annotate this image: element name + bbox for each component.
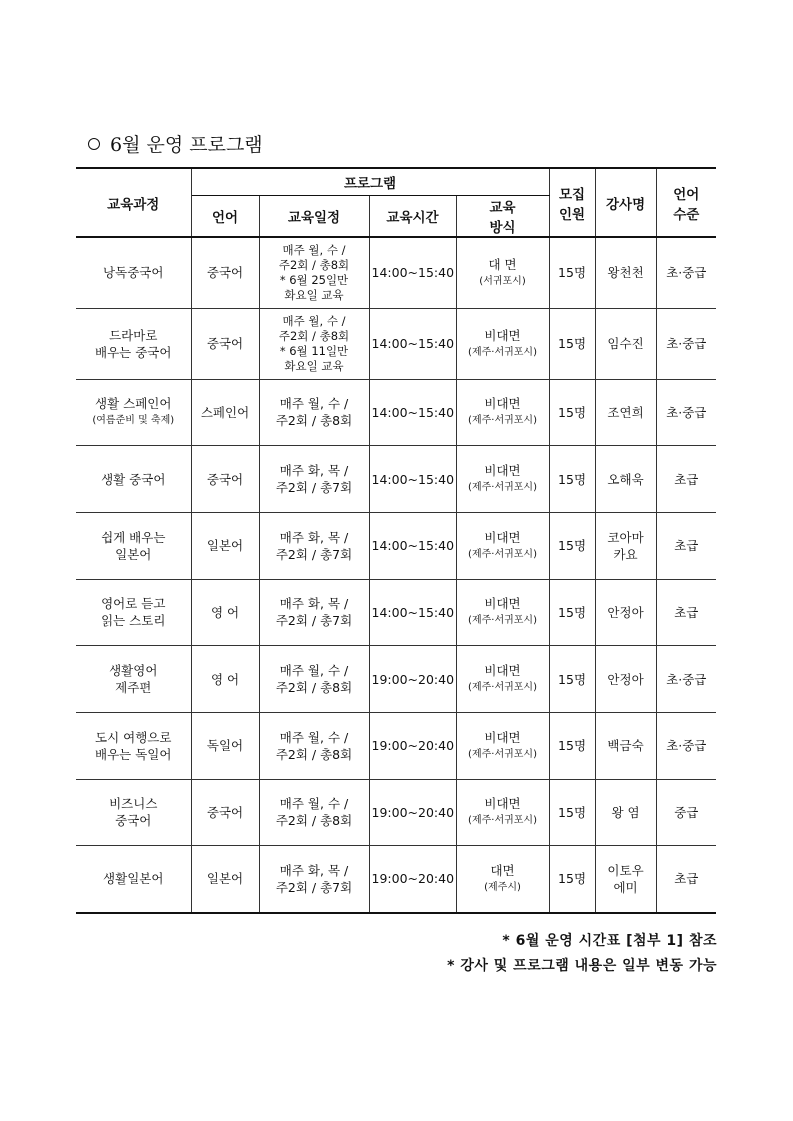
capacity-value: 15명 xyxy=(558,265,587,281)
cell-course xyxy=(76,579,191,646)
method-value: 대면 xyxy=(490,862,515,878)
language-value: 영 어 xyxy=(210,604,240,620)
cell-course xyxy=(76,512,191,579)
cell-schedule xyxy=(259,779,369,846)
instructor-line: 조연희 xyxy=(607,404,644,420)
cell-language xyxy=(191,512,259,579)
instructor-line: 에미 xyxy=(613,879,638,895)
instructor-line: 카요 xyxy=(613,546,638,562)
method-note: (제주·서귀포시) xyxy=(468,415,537,427)
method-value: 비대면 xyxy=(484,796,521,812)
schedule-line: 주2회 / 총8회 xyxy=(275,746,353,762)
header-schedule: 교육일정 xyxy=(259,196,369,238)
course-line: 생활 스페인어 xyxy=(95,396,172,412)
cell-capacity xyxy=(549,512,595,579)
cell-time xyxy=(369,846,456,913)
header-method-line2: 방식 xyxy=(489,220,516,236)
language-value: 중국어 xyxy=(206,265,244,281)
header-method-line1: 교육 xyxy=(489,200,516,216)
language-value: 스페인어 xyxy=(200,404,250,420)
cell-method xyxy=(456,308,549,379)
table-row xyxy=(76,846,716,913)
cell-course xyxy=(76,308,191,379)
schedule-line: 화요일 교육 xyxy=(284,358,344,373)
cell-instructor xyxy=(595,512,656,579)
cell-method xyxy=(456,779,549,846)
cell-capacity xyxy=(549,779,595,846)
level-value: 초·중급 xyxy=(666,738,707,754)
table-row xyxy=(76,779,716,846)
schedule-line: 매주 화, 목 / xyxy=(279,529,349,545)
footnote-change: * 강사 및 프로그램 내용은 일부 변동 가능 xyxy=(447,958,717,974)
header-capacity xyxy=(549,168,595,237)
cell-capacity xyxy=(549,379,595,446)
level-value: 초·중급 xyxy=(666,671,707,687)
cell-method xyxy=(456,379,549,446)
cell-level xyxy=(656,712,716,779)
cell-time xyxy=(369,579,456,646)
schedule-line: 주2회 / 총7회 xyxy=(275,480,353,496)
time-value: 14:00~15:40 xyxy=(371,265,455,281)
instructor-line: 안정아 xyxy=(607,671,644,687)
method-note: (제주·서귀포시) xyxy=(468,815,537,827)
cell-schedule xyxy=(259,712,369,779)
language-value: 중국어 xyxy=(206,471,244,487)
capacity-value: 15명 xyxy=(558,538,587,554)
instructor-line: 왕천천 xyxy=(607,265,644,281)
cell-time xyxy=(369,379,456,446)
language-value: 중국어 xyxy=(206,804,244,820)
method-note: (제주·서귀포시) xyxy=(468,682,537,694)
section-heading xyxy=(88,130,263,157)
cell-instructor xyxy=(595,846,656,913)
cell-capacity xyxy=(549,712,595,779)
schedule-line: 주2회 / 총8회 xyxy=(275,680,353,696)
cell-course xyxy=(76,446,191,513)
level-value: 초급 xyxy=(674,604,699,620)
cell-language xyxy=(191,579,259,646)
level-value: 초급 xyxy=(674,871,699,887)
cell-instructor xyxy=(595,779,656,846)
course-line: 배우는 독일어 xyxy=(95,746,172,762)
cell-course xyxy=(76,646,191,713)
cell-capacity xyxy=(549,579,595,646)
method-note: (제주·서귀포시) xyxy=(468,615,537,627)
level-value: 초·중급 xyxy=(666,404,707,420)
level-value: 초급 xyxy=(674,538,699,554)
section-title: 6월 운영 프로그램 xyxy=(110,134,263,156)
cell-schedule xyxy=(259,379,369,446)
capacity-value: 15명 xyxy=(558,804,587,820)
instructor-line: 안정아 xyxy=(607,604,644,620)
cell-time xyxy=(369,446,456,513)
method-note: (제주·서귀포시) xyxy=(468,346,537,358)
cell-level xyxy=(656,846,716,913)
cell-capacity xyxy=(549,446,595,513)
cell-language xyxy=(191,446,259,513)
capacity-value: 15명 xyxy=(558,871,587,887)
method-value: 비대면 xyxy=(484,663,521,679)
time-value: 14:00~15:40 xyxy=(371,404,455,420)
header-program: 프로그램 xyxy=(191,168,549,196)
schedule-line: 매주 월, 수 / xyxy=(279,396,349,412)
schedule-line: 주2회 / 총8회 xyxy=(278,257,350,272)
method-value: 비대면 xyxy=(484,529,521,545)
method-note: (제주·서귀포시) xyxy=(468,482,537,494)
schedule-line: 매주 화, 목 / xyxy=(279,596,349,612)
cell-time xyxy=(369,779,456,846)
cell-schedule xyxy=(259,846,369,913)
level-value: 초·중급 xyxy=(666,265,707,281)
header-capacity-line1: 모집 xyxy=(559,186,586,203)
method-value: 비대면 xyxy=(484,596,521,612)
table-row xyxy=(76,512,716,579)
language-value: 독일어 xyxy=(206,738,244,754)
cell-level xyxy=(656,237,716,308)
time-value: 19:00~20:40 xyxy=(371,738,455,754)
method-value: 비대면 xyxy=(484,327,521,343)
course-line: 중국어 xyxy=(115,813,152,829)
cell-method xyxy=(456,846,549,913)
bullet-circle-icon xyxy=(88,138,100,150)
instructor-line: 백금숙 xyxy=(607,738,644,754)
course-line: 일본어 xyxy=(115,546,152,562)
cell-language xyxy=(191,779,259,846)
course-line: 생활일본어 xyxy=(103,871,164,887)
schedule-line: 주2회 / 총7회 xyxy=(275,613,353,629)
table-row xyxy=(76,646,716,713)
table-row xyxy=(76,308,716,379)
schedule-line: 주2회 / 총8회 xyxy=(275,413,353,429)
method-value: 비대면 xyxy=(484,463,521,479)
capacity-value: 15명 xyxy=(558,738,587,754)
method-note: (제주·서귀포시) xyxy=(468,748,537,760)
cell-schedule xyxy=(259,237,369,308)
header-instructor: 강사명 xyxy=(595,168,656,237)
course-line: 배우는 중국어 xyxy=(95,344,172,360)
cell-capacity xyxy=(549,237,595,308)
capacity-value: 15명 xyxy=(558,471,587,487)
program-table xyxy=(76,167,716,914)
cell-schedule xyxy=(259,308,369,379)
cell-time xyxy=(369,237,456,308)
cell-method xyxy=(456,446,549,513)
schedule-line: 화요일 교육 xyxy=(284,287,344,302)
cell-method xyxy=(456,646,549,713)
table-row xyxy=(76,712,716,779)
table-row xyxy=(76,237,716,308)
course-line: 도시 여행으로 xyxy=(95,729,172,745)
level-value: 중급 xyxy=(674,804,699,820)
cell-method xyxy=(456,712,549,779)
language-value: 일본어 xyxy=(206,871,244,887)
level-value: 초급 xyxy=(674,471,699,487)
schedule-line: 매주 월, 수 / xyxy=(282,313,346,328)
course-line: 영어로 듣고 xyxy=(101,596,166,612)
capacity-value: 15명 xyxy=(558,671,587,687)
cell-schedule xyxy=(259,446,369,513)
cell-course xyxy=(76,779,191,846)
cell-level xyxy=(656,379,716,446)
level-value: 초·중급 xyxy=(666,336,707,351)
capacity-value: 15명 xyxy=(558,336,587,351)
cell-level xyxy=(656,512,716,579)
cell-language xyxy=(191,712,259,779)
header-capacity-line2: 인원 xyxy=(559,206,586,223)
schedule-line: * 6월 25일만 xyxy=(279,272,349,287)
cell-schedule xyxy=(259,646,369,713)
header-level-line2: 수준 xyxy=(673,206,700,223)
cell-course xyxy=(76,379,191,446)
schedule-line: 주2회 / 총7회 xyxy=(275,879,353,895)
cell-capacity xyxy=(549,846,595,913)
course-line: 낭독중국어 xyxy=(103,265,164,281)
schedule-line: 주2회 / 총8회 xyxy=(275,813,353,829)
capacity-value: 15명 xyxy=(558,604,587,620)
header-level xyxy=(656,168,716,237)
footnote-schedule: * 6월 운영 시간표 [첨부 1] 참조 xyxy=(502,933,717,949)
cell-instructor xyxy=(595,446,656,513)
language-value: 중국어 xyxy=(206,336,244,351)
cell-time xyxy=(369,308,456,379)
header-language: 언어 xyxy=(191,196,259,238)
course-line: 생활 중국어 xyxy=(101,471,166,487)
cell-instructor xyxy=(595,712,656,779)
header-course: 교육과정 xyxy=(76,168,191,237)
cell-capacity xyxy=(549,646,595,713)
schedule-line: 매주 월, 수 / xyxy=(279,796,349,812)
schedule-line: 매주 화, 목 / xyxy=(279,463,349,479)
schedule-line: 매주 화, 목 / xyxy=(279,862,349,878)
schedule-line: 매주 월, 수 / xyxy=(279,729,349,745)
cell-instructor xyxy=(595,308,656,379)
table-row xyxy=(76,579,716,646)
schedule-line: 주2회 / 총8회 xyxy=(278,328,350,343)
schedule-line: 매주 월, 수 / xyxy=(279,663,349,679)
time-value: 19:00~20:40 xyxy=(371,671,455,687)
time-value: 14:00~15:40 xyxy=(371,538,455,554)
schedule-line: 주2회 / 총7회 xyxy=(275,546,353,562)
method-note: (제주시) xyxy=(484,881,521,893)
time-value: 19:00~20:40 xyxy=(371,871,455,887)
method-value: 비대면 xyxy=(484,729,521,745)
cell-language xyxy=(191,237,259,308)
cell-language xyxy=(191,308,259,379)
cell-course xyxy=(76,712,191,779)
cell-time xyxy=(369,646,456,713)
course-line: 드라마로 xyxy=(109,327,158,343)
cell-level xyxy=(656,308,716,379)
cell-time xyxy=(369,512,456,579)
cell-instructor xyxy=(595,237,656,308)
cell-level xyxy=(656,779,716,846)
cell-instructor xyxy=(595,379,656,446)
instructor-line: 임수진 xyxy=(607,336,644,351)
cell-schedule xyxy=(259,512,369,579)
cell-language xyxy=(191,646,259,713)
cell-language xyxy=(191,379,259,446)
method-value: 대 면 xyxy=(488,256,517,272)
language-value: 일본어 xyxy=(206,538,244,554)
course-line: 쉽게 배우는 xyxy=(101,529,166,545)
instructor-line: 왕 염 xyxy=(611,804,640,820)
cell-method xyxy=(456,512,549,579)
course-note: (여름준비 및 축제) xyxy=(92,415,175,427)
cell-instructor xyxy=(595,646,656,713)
cell-capacity xyxy=(549,308,595,379)
method-note: (제주·서귀포시) xyxy=(468,548,537,560)
cell-level xyxy=(656,646,716,713)
method-note: (서귀포시) xyxy=(479,275,526,287)
footnotes xyxy=(447,929,717,979)
instructor-line: 오해욱 xyxy=(607,471,644,487)
table-row xyxy=(76,446,716,513)
cell-level xyxy=(656,446,716,513)
header-level-line1: 언어 xyxy=(673,186,700,203)
time-value: 14:00~15:40 xyxy=(371,336,455,351)
course-line: 읽는 스토리 xyxy=(101,613,166,629)
instructor-line: 이토우 xyxy=(607,862,644,878)
language-value: 영 어 xyxy=(210,671,240,687)
cell-method xyxy=(456,579,549,646)
cell-language xyxy=(191,846,259,913)
time-value: 14:00~15:40 xyxy=(371,471,455,487)
course-line: 제주편 xyxy=(115,680,152,696)
cell-level xyxy=(656,579,716,646)
time-value: 14:00~15:40 xyxy=(371,604,455,620)
course-line: 생활영어 xyxy=(109,663,158,679)
cell-schedule xyxy=(259,579,369,646)
table-row xyxy=(76,379,716,446)
time-value: 19:00~20:40 xyxy=(371,804,455,820)
cell-instructor xyxy=(595,579,656,646)
cell-course xyxy=(76,237,191,308)
cell-course xyxy=(76,846,191,913)
course-line: 비즈니스 xyxy=(109,796,158,812)
schedule-line: 매주 월, 수 / xyxy=(282,242,346,257)
instructor-line: 코아마 xyxy=(607,529,644,545)
method-value: 비대면 xyxy=(484,396,521,412)
cell-method xyxy=(456,237,549,308)
header-time: 교육시간 xyxy=(369,196,456,238)
capacity-value: 15명 xyxy=(558,404,587,420)
schedule-line: * 6월 11일만 xyxy=(279,343,349,358)
header-method xyxy=(456,196,549,238)
cell-time xyxy=(369,712,456,779)
